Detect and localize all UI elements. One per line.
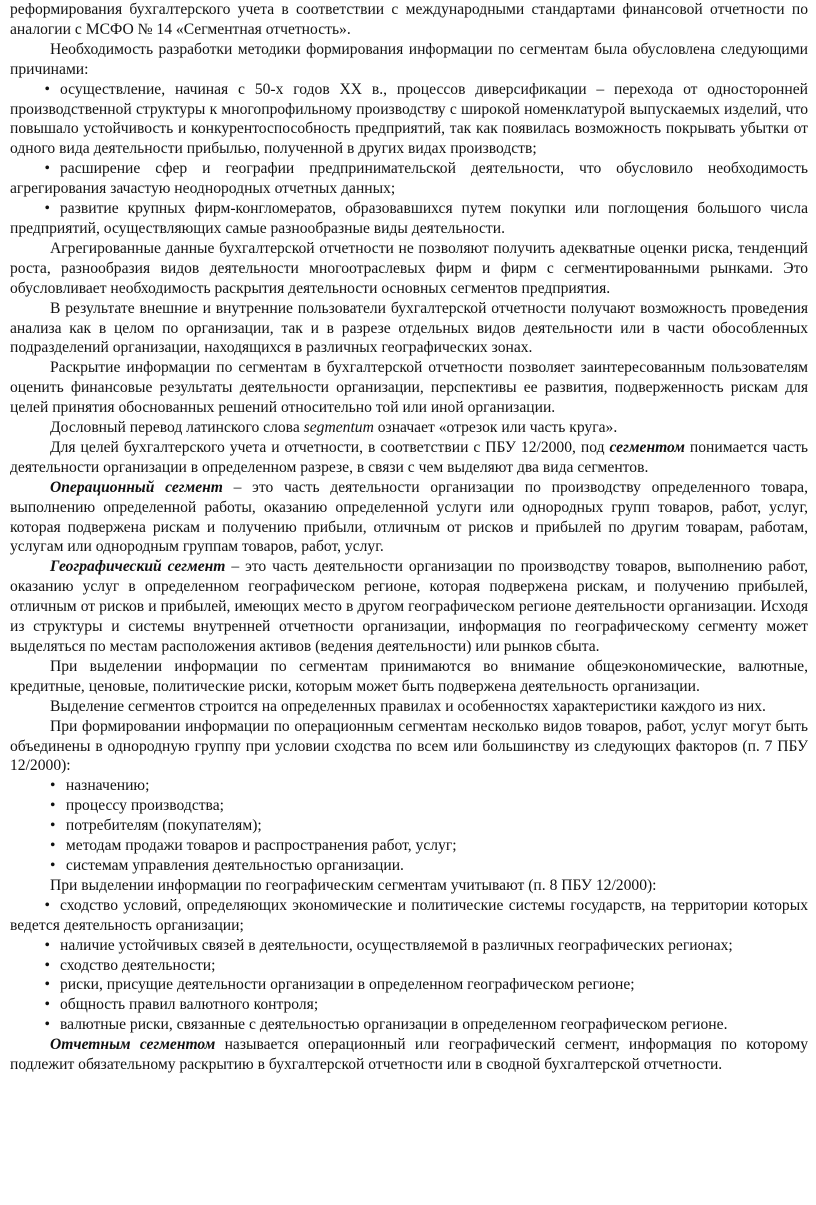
- bullet-marker: •: [50, 837, 56, 855]
- latin-word: segmentum: [303, 419, 374, 437]
- list-item-management: [10, 856, 808, 876]
- bullet-marker: •: [50, 797, 56, 815]
- bullet-marker: •: [50, 856, 56, 874]
- bullet-marker: •: [44, 160, 50, 178]
- bullet-marker: •: [44, 976, 50, 994]
- paragraph-latin-translation: [10, 418, 808, 438]
- bullet-text: расширение сфер и географии предпринимательской деятельности, что обусловило необходимость агрегирования зачастую неоднородных отчетных данных;: [10, 160, 808, 198]
- bullet-text: общность правил валютного контроля;: [60, 996, 319, 1014]
- list-text: системам управления деятельностью организации.: [65, 856, 404, 874]
- bullet-item-conditions: [10, 896, 808, 936]
- bullet-marker: •: [44, 80, 50, 98]
- paragraph-geographic-factors: При выделении информации по географическим сегментам учитывают (п. 8 ПБУ 12/2000):: [50, 876, 657, 894]
- bullet-marker: •: [50, 777, 56, 795]
- paragraph-segment-definition: [10, 438, 808, 478]
- bullet-item-geography: [10, 159, 808, 199]
- list-text: методам продажи товаров и распространения работ, услуг;: [65, 837, 457, 855]
- text-span: понимается часть деятельности организации в определенном разрезе, в связи с чем выделяют два вида сегментов.: [10, 438, 808, 476]
- bullet-item-currency-risks: [10, 1015, 808, 1035]
- text-span: Для целей бухгалтерского учета и отчетности, в соответствии с ПБУ 12/2000, под: [50, 438, 610, 456]
- paragraph-users-analysis: В результате внешние и внутренние пользователи бухгалтерской отчетности получают возможность проведения анализа как в целом по организации, так и в разрезе отдельных видов деятельности или в части обособленных подразделений организации, находящихся в различных географических зонах.: [10, 299, 808, 357]
- bullet-item-currency-control: [10, 995, 808, 1015]
- bullet-text: риски, присущие деятельности организации в определенном географическом регионе;: [60, 976, 635, 994]
- bullet-item-similarity: [10, 956, 808, 976]
- paragraph-continuation: реформирования бухгалтерского учета в соответствии с международными стандартами финансовой отчетности по аналогии с МСФО № 14 «Сегментная отчетность».: [10, 1, 808, 38]
- paragraph-risks: При выделении информации по сегментам принимаются во внимание общеэкономические, валютные, кредитные, ценовые, политические риски, которым может быть подвержена деятельность организации.: [10, 657, 808, 695]
- bullet-marker: •: [44, 1016, 50, 1034]
- list-item-consumers: [10, 816, 808, 836]
- paragraph-operational-segment: [10, 478, 808, 558]
- paragraph-disclosure-benefits: Раскрытие информации по сегментам в бухгалтерской отчетности позволяет заинтересованным пользователям оценить финансовые результаты деятельности организации, перспективы ее развития, подверженность рискам для целей принятия обоснованных решений относительно той или иной организации.: [10, 359, 808, 417]
- bullet-marker: •: [44, 936, 50, 954]
- bullet-marker: •: [44, 956, 50, 974]
- term-segment: сегментом: [609, 438, 685, 456]
- bullet-marker: •: [44, 200, 50, 218]
- bullet-item-regional-risks: [10, 975, 808, 995]
- bullet-text: сходство условий, определяющих экономические и политические системы государств, на территории которых ведется деятельность организации;: [10, 896, 808, 934]
- bullet-text: сходство деятельности;: [60, 956, 216, 974]
- list-text: потребителям (покупателям);: [65, 817, 262, 835]
- text-span: – это часть деятельности организации по производству определенного товара, выполнению определенной работы, оказанию определенной услуги или однородных групп товаров, работ, услуг, которая подвержена рискам и получению прибыли, отличным от рисков и прибылей по другим товарам, работам, услугам или однородным группам товаров, работ, услуг.: [10, 478, 808, 556]
- bullet-text: развитие крупных фирм-конгломератов, образовавшихся путем покупки или поглощения большого числа предприятий, осуществляющих самые разнообразные виды деятельности.: [10, 200, 808, 237]
- term-operational-segment: Операционный сегмент: [50, 478, 223, 496]
- bullet-text: осуществление, начиная с 50-х годов XX в., процессов диверсификации – перехода от односторонней производственной структуры к многопрофильному производству с широкой номенклатурой выпускаемых изделий, что повышало устойчивость и конкурентоспособность предприятий, так как появилась возможность покрывать убытки от одного вида деятельности прибылью, полученной в других видах производств;: [10, 80, 808, 158]
- bullet-text: наличие устойчивых связей в деятельности, осуществляемой в различных географических регионах;: [60, 936, 733, 954]
- paragraph-reasons-intro: Необходимость разработки методики формирования информации по сегментам была обусловлена следующими причинами:: [10, 40, 808, 78]
- list-item-process: [10, 796, 808, 816]
- text-span: называется операционный или географический сегмент, информация по которому подлежит обязательному раскрытию в бухгалтерской отчетности или в сводной бухгалтерской отчетности.: [10, 1036, 808, 1074]
- paragraph-aggregated-data: Агрегированные данные бухгалтерской отчетности не позволяют получить адекватные оценки риска, тенденций роста, разнообразия видов деятельности многоотраслевых фирм и фирм с сегментированными рынками. Это обусловливает необходимость раскрытия деятельности основных сегментов предприятия.: [10, 239, 808, 297]
- paragraph-reporting-segment: [10, 1035, 808, 1075]
- text-span: – это часть деятельности организации по производству товаров, выполнению работ, оказанию услуг в определенном географическом регионе, которая подвержена рискам, и получению прибылей, отличным от рисков и прибылей, имеющих место в другом географическом регионе деятельности организации. Исходя из структуры и системы внутренней отчетности организации, информация по географическому сегменту может выделяться по местам расположения активов (ведения деятельности) или рынков сбыта.: [10, 558, 808, 655]
- term-geographic-segment: Географический сегмент: [50, 558, 226, 576]
- bullet-item-links: [10, 936, 808, 956]
- bullet-text: валютные риски, связанные с деятельностью организации в определенном географическом регионе.: [60, 1016, 728, 1034]
- list-text: назначению;: [65, 777, 150, 795]
- term-reporting-segment: Отчетным сегментом: [50, 1036, 216, 1054]
- paragraph-segment-rules: Выделение сегментов строится на определенных правилах и особенностях характеристики каждого из них.: [50, 697, 766, 715]
- text-span: Дословный перевод латинского слова: [50, 419, 304, 437]
- bullet-item-diversification: [10, 80, 808, 160]
- list-text: процессу производства;: [65, 797, 224, 815]
- bullet-marker: •: [50, 817, 56, 835]
- bullet-marker: •: [44, 996, 50, 1014]
- paragraph-geographic-segment: [10, 557, 808, 657]
- text-span: означает «отрезок или часть круга».: [373, 419, 618, 437]
- paragraph-operational-factors: При формировании информации по операционным сегментам несколько видов товаров, работ, услуг могут быть объединены в однородную группу при условии сходства по всем или большинству из следующих факторов (п. 7 ПБУ 12/2000):: [10, 717, 808, 775]
- bullet-item-conglomerates: [10, 199, 808, 239]
- bullet-marker: •: [44, 896, 50, 914]
- list-item-purpose: [10, 776, 808, 796]
- list-item-sales-methods: [10, 836, 808, 856]
